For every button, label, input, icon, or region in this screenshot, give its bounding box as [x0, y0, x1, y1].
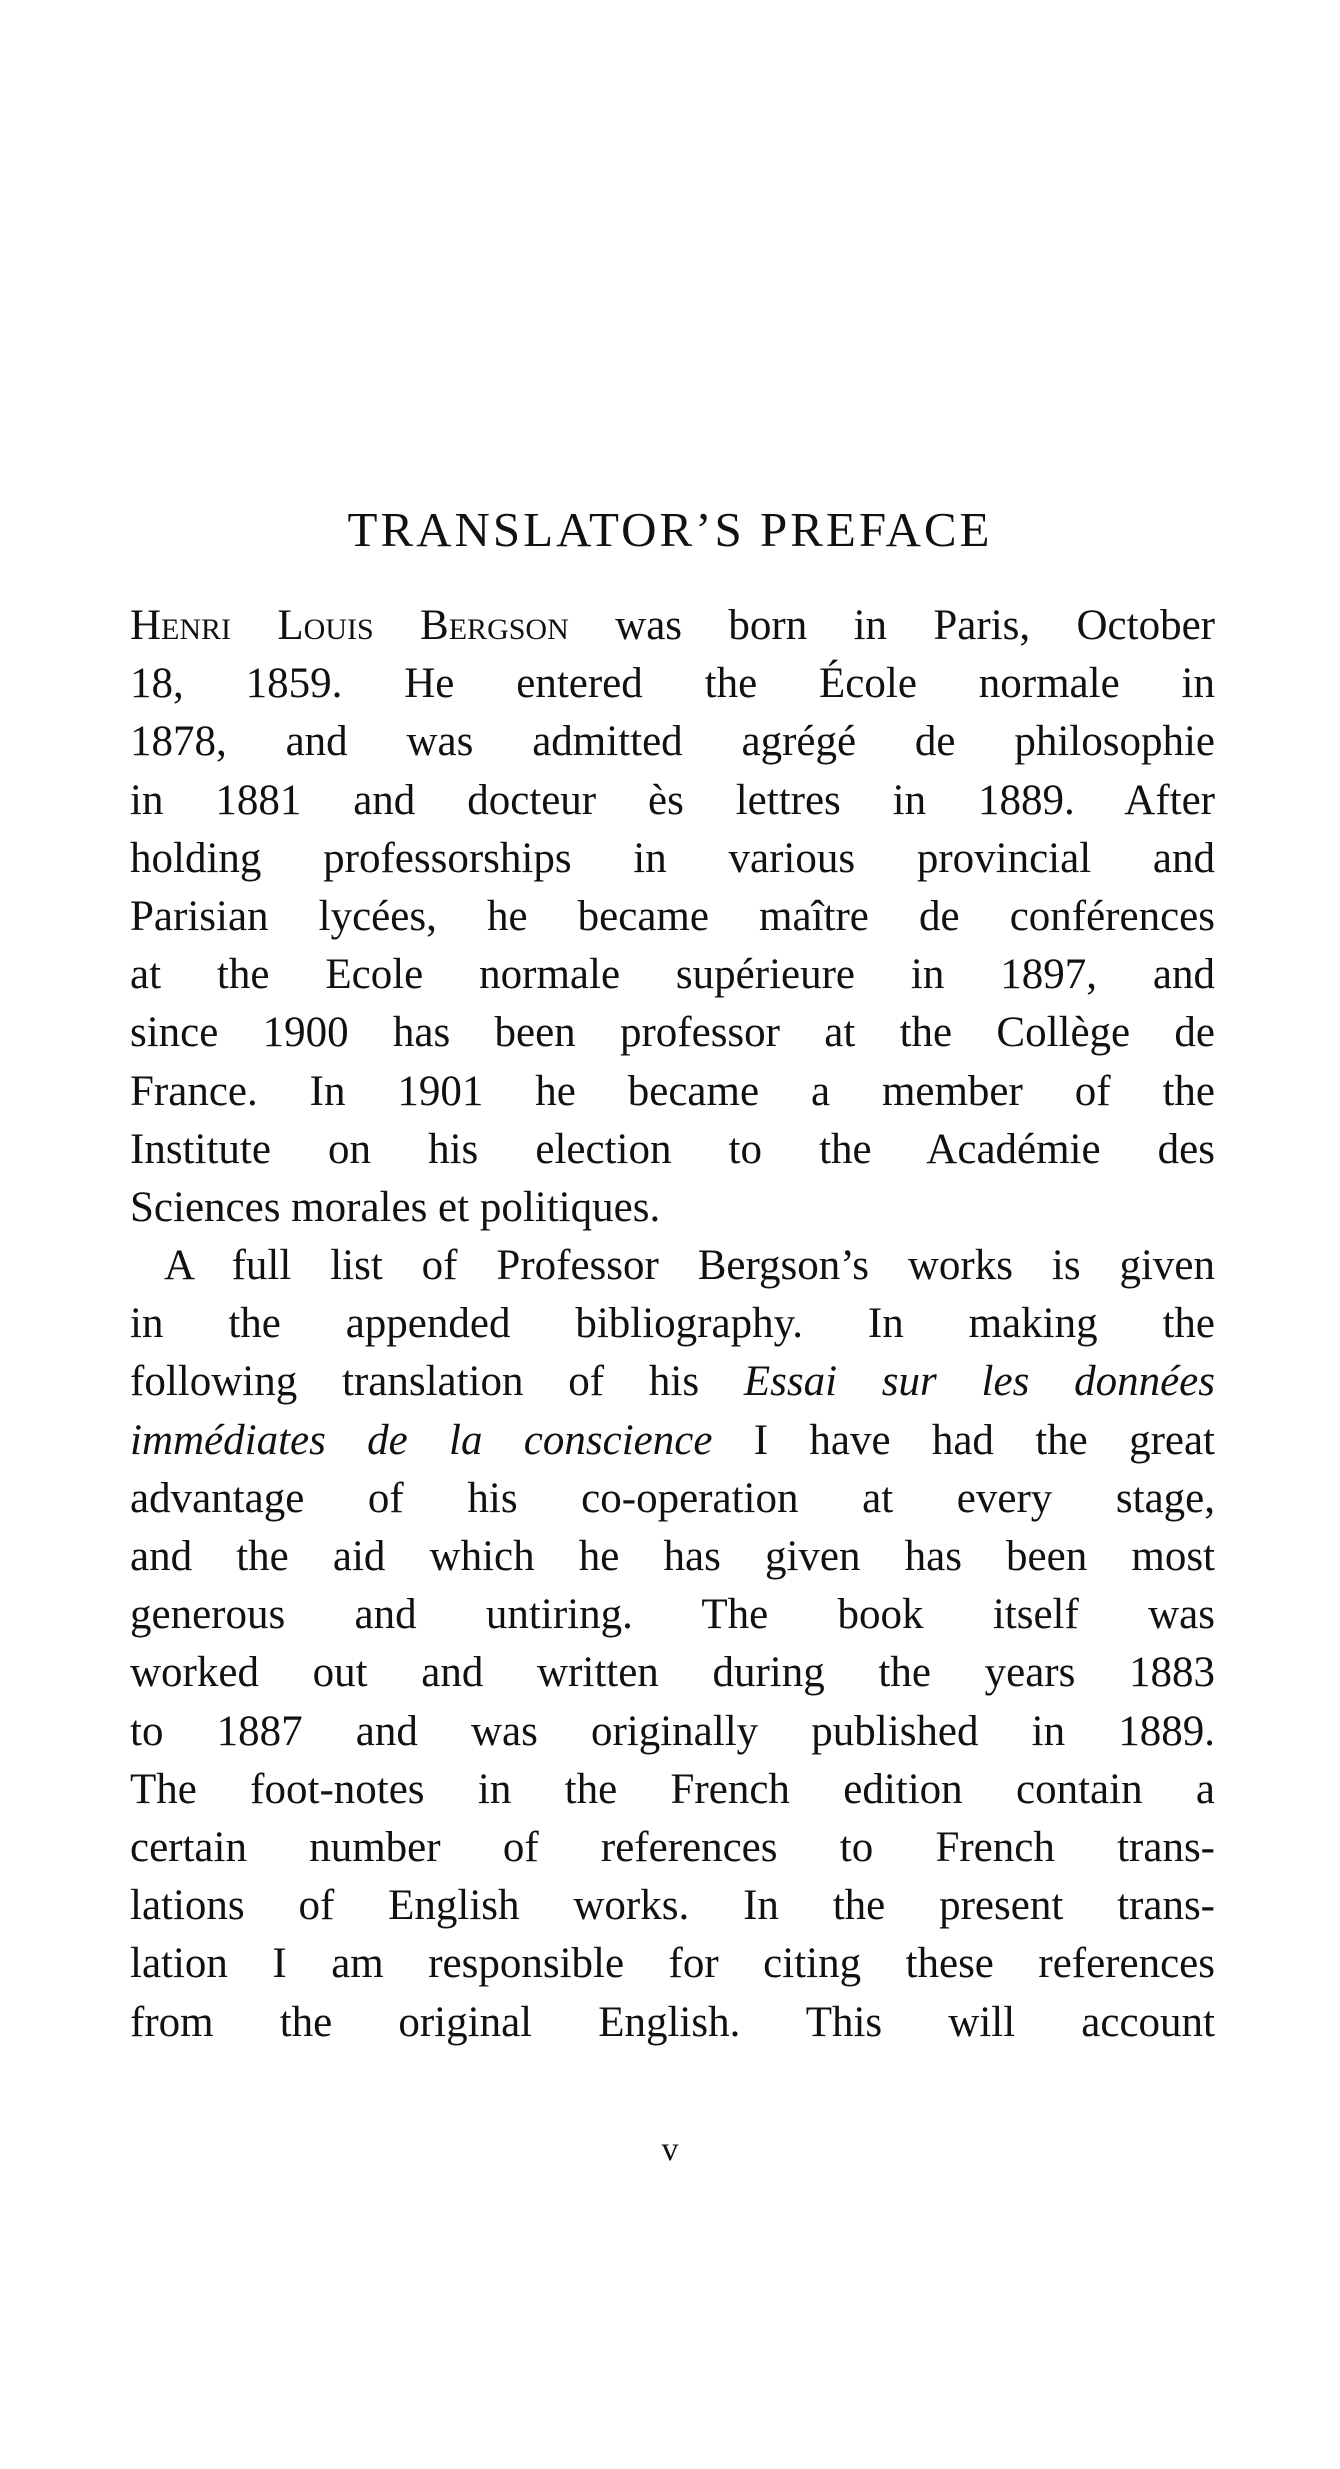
text-line: A full list of Professor Bergson’s works is given: [164, 1242, 1215, 1290]
text-line: Institute on his election to the Académie des: [130, 1125, 1215, 1173]
text-line: and the aid which he has given has been most: [130, 1533, 1215, 1580]
paragraph-biography: [130, 597, 1215, 1237]
page-title: TRANSLATOR’S PREFACE: [347, 502, 993, 557]
body-text: [130, 597, 1215, 2052]
text-line: immédiates de la conscience I have had the great: [130, 1416, 1215, 1464]
text-line: since 1900 has been professor at the Collège de: [130, 1009, 1215, 1057]
text-line: lations of English works. In the present trans-: [130, 1882, 1215, 1930]
page-number: v: [661, 2131, 679, 2168]
text-line: 1878, and was admitted agrégé de philosophie: [130, 718, 1215, 766]
text-line: Sciences morales et politiques.: [130, 1183, 661, 1231]
text-line: Parisian lycées, he became maître de conférences: [130, 892, 1215, 940]
text-line: generous and untiring. The book itself was: [130, 1591, 1215, 1639]
text-line: to 1887 and was originally published in 1889.: [130, 1707, 1215, 1755]
author-name: Henri Louis Bergson: [130, 602, 569, 649]
text-line: worked out and written during the years 1883: [130, 1649, 1215, 1697]
text-line: from the original English. This will account: [130, 1998, 1215, 2046]
paragraph-translation-notes: [130, 1237, 1215, 2052]
text-line: in 1881 and docteur ès lettres in 1889. After: [130, 776, 1215, 824]
text-line: following translation of his Essai sur les données: [130, 1358, 1215, 1406]
book-title: Essai sur les données: [743, 1358, 1215, 1406]
text-line: advantage of his co-operation at every stage,: [130, 1474, 1215, 1522]
text-line: The foot-notes in the French edition contain a: [130, 1765, 1215, 1813]
text-line: lation I am responsible for citing these references: [130, 1940, 1215, 1988]
book-title-continued: immédiates de la conscience: [130, 1416, 713, 1464]
text-line: in the appended bibliography. In making the: [130, 1300, 1215, 1348]
text-line: at the Ecole normale supérieure in 1897, and: [130, 951, 1215, 999]
text-line: 18, 1859. He entered the École normale in: [130, 660, 1215, 708]
text-line: certain number of references to French trans-: [130, 1823, 1215, 1871]
text-line: holding professorships in various provincial and: [130, 834, 1215, 882]
text-line: France. In 1901 he became a member of the: [130, 1067, 1215, 1115]
text-line: Henri Louis Bergson was born in Paris, October: [130, 602, 1215, 649]
